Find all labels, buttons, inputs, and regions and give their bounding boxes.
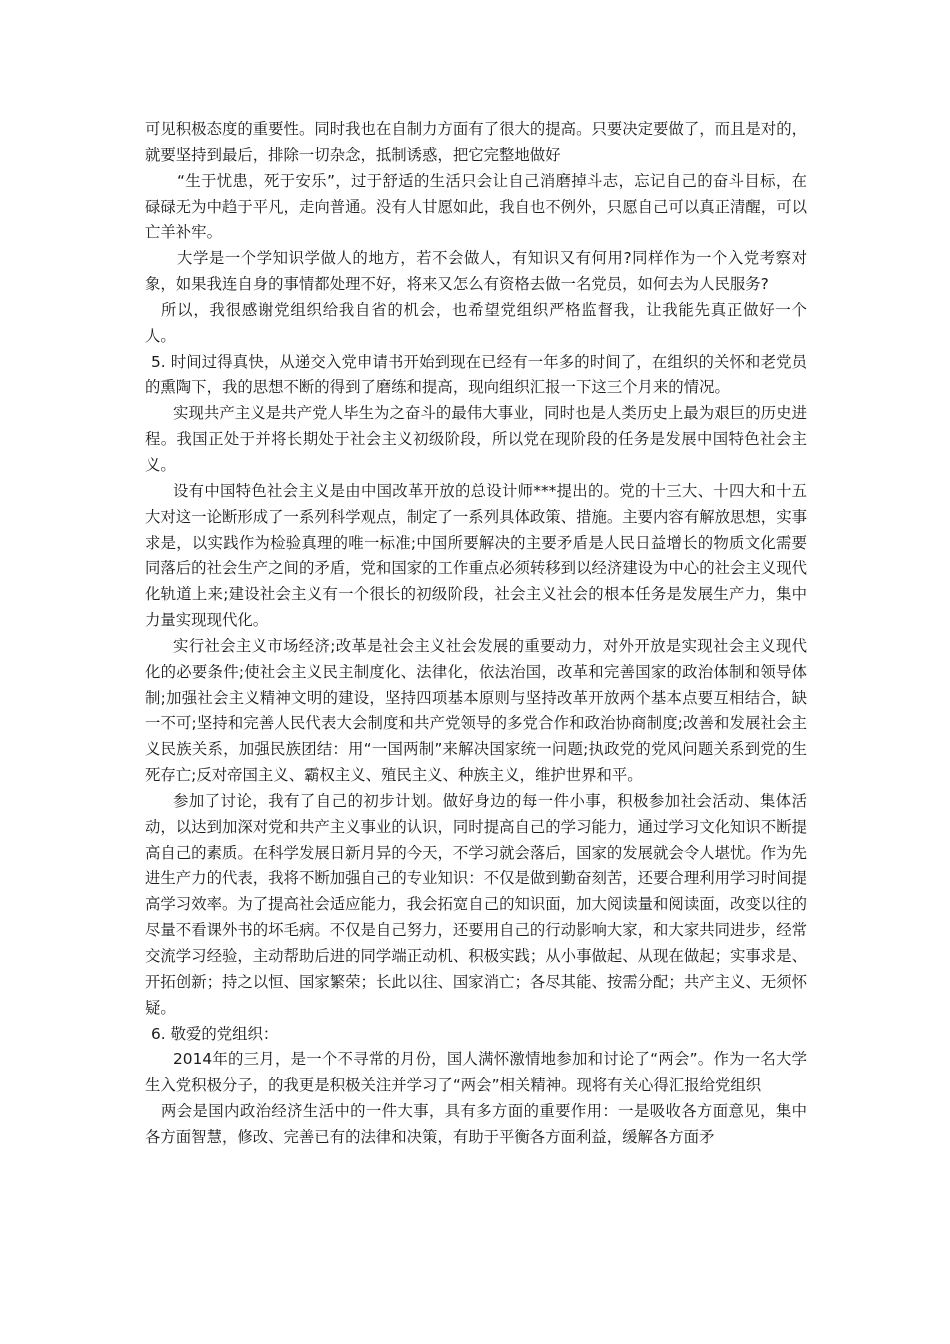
document-body (145, 117, 807, 1151)
paragraph: 6. 敬爱的党组织： (151, 1024, 279, 1043)
paragraph: 实现共产主义是共产党人毕生为之奋斗的最伟大事业，同时也是人类历史上最为艰巨的历史进程。我国正处于并将长期处于社会主义初级阶段，所以党在现阶段的任务是发展中国特色社会主义。 (145, 404, 807, 474)
paragraph: 可见积极态度的重要性。同时我也在自制力方面有了很大的提高。只要决定要做了，而且是对的，就要坚持到最后，排除一切杂念，抵制诱惑，把它完整地做好 (145, 120, 807, 164)
paragraph: “生于忧患，死于安乐”，过于舒适的生活只会让自己消磨掉斗志，忘记自己的奋斗目标，在碌碌无为中趋于平凡，走向普通。没有人甘愿如此，我自也不例外，只愿自己可以真正清醒，可以亡羊补牢。 (145, 171, 807, 242)
paragraph: 两会是国内政治经济生活中的一件大事，具有多方面的重要作用：一是吸收各方面意见，集中各方面智慧，修改、完善已有的法律和决策，有助于平衡各方面利益，缓解各方面矛 (145, 1102, 807, 1146)
paragraph: 设有中国特色社会主义是由中国改革开放的总设计师***提出的。党的十三大、十四大和十五大对这一论断形成了一系列科学观点，制定了一系列具体政策、措施。主要内容有解放思想，实事求是，以实践作为检验真理的唯一标准;中国所要解决的主要矛盾是人民日益增长的物质文化需要同落后的社会生产之间的矛盾，党和国家的工作重点必须转移到以经济建设为中心的社会主义现代化轨道上来;建设社会主义有一个很长的初级阶段，社会主义社会的根本任务是发展生产力，集中力量实现现代化。 (145, 481, 807, 630)
paragraph: 2014年的三月，是一个不寻常的月份，国人满怀激情地参加和讨论了“两会”。作为一名大学生入党积极分子，的我更是积极关注并学习了“两会”相关精神。现将有关心得汇报给党组织 (145, 1050, 807, 1095)
paragraph: 参加了讨论，我有了自己的初步计划。做好身边的每一件小事，积极参加社会活动、集体活动，以达到加深对党和共产主义事业的认识，同时提高自己的学习能力，通过学习文化知识不断提高自己的素质。在科学发展日新月异的今天，不学习就会落后，国家的发展就会令人堪忧。作为先进生产力的代表，我将不断加强自己的专业知识：不仅是做到勤奋刻苦，还要合理利用学习时间提高学习效率。为了提高社会适应能力，我会拓宽自己的知识面，加大阅读量和阅读面，改变以往的尽量不看课外书的坏毛病。不仅是自己努力，还要用自己的行动影响大家，和大家共同进步，经常交流学习经验，主动帮助后进的同学端正动机、积极实践；从小事做起、从现在做起；实事求是、开拓创新；持之以恒、国家繁荣；长此以往、国家消亡；各尽其能、按需分配；共产主义、无须怀疑。 (145, 791, 807, 1017)
paragraph: 所以，我很感谢党组织给我自省的机会，也希望党组织严格监督我，让我能先真正做好一个人。 (145, 300, 807, 345)
paragraph: 大学是一个学知识学做人的地方，若不会做人，有知识又有何用?同样作为一个入党考察对象，如果我连自身的事情都处理不好，将来又怎么有资格去做一名党员，如何去为人民服务? (145, 249, 807, 294)
paragraph: 实行社会主义市场经济;改革是社会主义社会发展的重要动力，对外开放是实现社会主义现代化的必要条件;使社会主义民主制度化、法律化，依法治国，改革和完善国家的政治体制和领导体制;加强社会主义精神文明的建设，坚持四项基本原则与坚持改革开放两个基本点要互相结合，缺一不可;坚持和完善人民代表大会制度和共产党领导的多党合作和政治协商制度;改善和发展社会主义民族关系，加强民族团结：用“一国两制”来解决国家统一问题;执政党的党风问题关系到党的生死存亡;反对帝国主义、霸权主义、殖民主义、种族主义，维护世界和平。 (145, 636, 807, 785)
paragraph: 5. 时间过得真快，从递交入党申请书开始到现在已经有一年多的时间了，在组织的关怀和老党员的熏陶下，我的思想不断的得到了磨练和提高，现向组织汇报一下这三个月来的情况。 (145, 352, 807, 397)
